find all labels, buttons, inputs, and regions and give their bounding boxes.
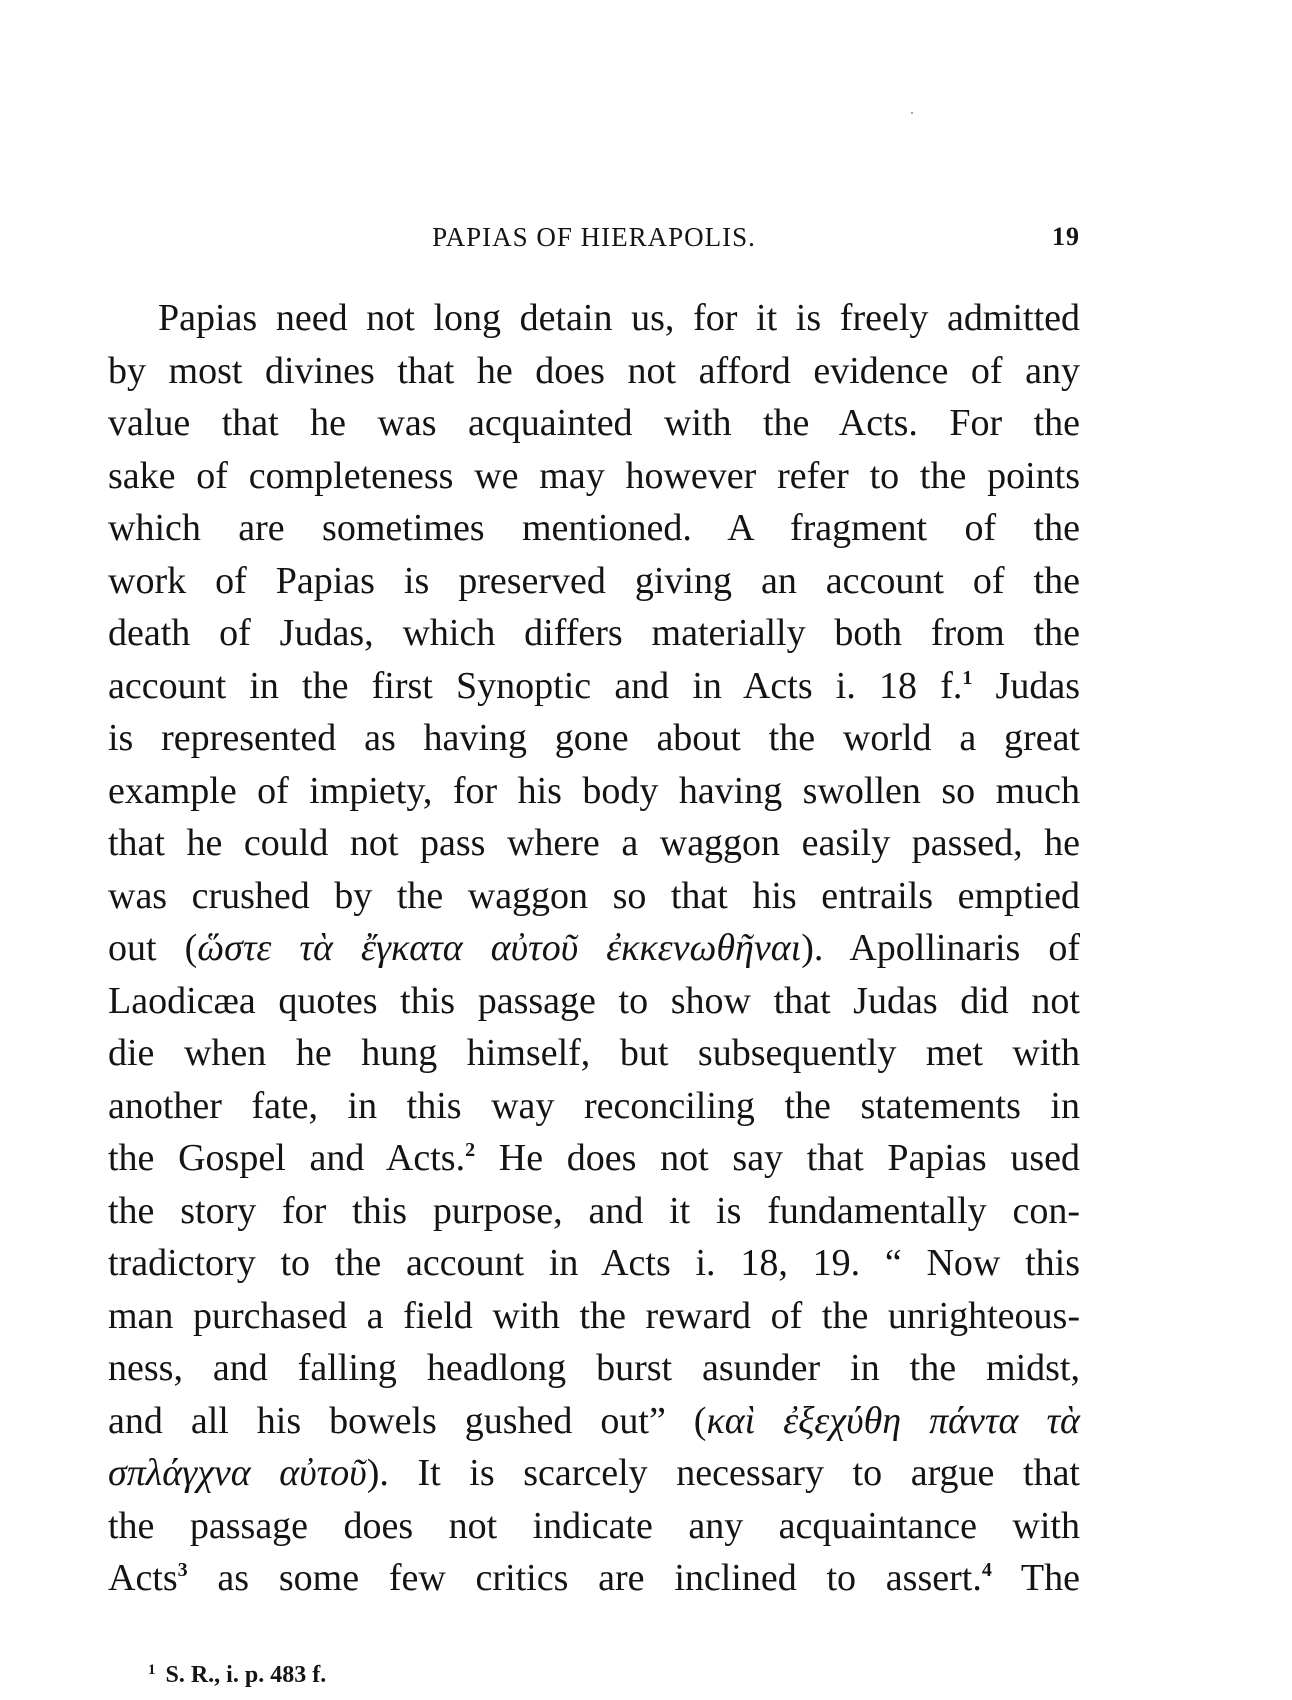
greek-quotation: καὶ ἐξεχύθη πάντα τὰ <box>706 1399 1080 1442</box>
text-line: which are sometimes mentioned. A fragment of the <box>108 507 1080 549</box>
footnote-mark: 3 <box>177 1559 188 1581</box>
footnote-mark: 1 <box>962 666 973 689</box>
greek-quotation: ὥστε τὰ ἔγκατα αὐτοῦ ἐκκενωθῆναι <box>197 927 802 969</box>
text-line: work of Papias is preserved giving an account of the <box>108 559 1080 602</box>
text-line: ness, and falling headlong burst asunder in the midst, <box>108 1347 1080 1389</box>
text-line: death of Judas, which differs materially both from the <box>108 612 1080 654</box>
greek-quotation: σπλάγχνα αὐτοῦ <box>108 1452 367 1494</box>
footnote-mark: 2 <box>465 1139 476 1161</box>
text-line: out (ὥστε τὰ ἔγκατα αὐτοῦ ἐκκενωθῆναι). Apollinaris of <box>108 927 1080 969</box>
text-line: sake of completeness we may however refer to the points <box>108 454 1080 497</box>
text-line: the passage does not indicate any acquaintance with <box>108 1504 1080 1547</box>
paper-speck <box>911 112 913 114</box>
body-text <box>108 292 1080 1605</box>
text-line: the Gospel and Acts.$^2$ He does not say that Papias used <box>108 1137 1080 1179</box>
text-line: tradictory to the account in Acts i. 18, 19. “ Now this <box>108 1242 1080 1284</box>
footnotes <box>148 1648 1048 1697</box>
text-line: by most divines that he does not afford evidence of any <box>108 349 1080 392</box>
text-line: man purchased a field with the reward of the unrighteous- <box>108 1294 1080 1337</box>
text-line: σπλάγχνα αὐτοῦ). It is scarcely necessary to argue that <box>108 1452 1080 1494</box>
text-line: and all his bowels gushed out” (καὶ ἐξεχύθη πάντα τὰ <box>108 1399 1080 1442</box>
text-line: Papias need not long detain us, for it is freely admitted <box>158 297 1080 339</box>
running-head <box>108 222 1080 258</box>
text-line: value that he was acquainted with the Acts. For the <box>108 402 1080 444</box>
footnote-text: S. R., i. p. 483 f. <box>165 1662 327 1688</box>
text-line: the story for this purpose, and it is fundamentally con- <box>108 1189 1080 1232</box>
footnote <box>148 1648 1048 1697</box>
running-title: PAPIAS OF HIERAPOLIS. <box>432 222 756 252</box>
text-line: that he could not pass where a waggon easily passed, he <box>108 822 1080 864</box>
footnote-mark: 4 <box>981 1559 992 1581</box>
text-line: Laodicæa quotes this passage to show that Judas did not <box>108 979 1080 1022</box>
text-line: was crushed by the waggon so that his entrails emptied <box>108 874 1080 917</box>
page-number: 19 <box>1052 222 1080 251</box>
text-line: example of impiety, for his body having swollen so much <box>108 769 1080 812</box>
text-line: Acts$^3$ as some few critics are inclined to assert.$^4$ The <box>108 1557 1080 1599</box>
text-line: account in the first Synoptic and in Acts i. 18 f.$^1$ Judas <box>108 664 1080 707</box>
text-line: another fate, in this way reconciling the statements in <box>108 1084 1080 1127</box>
text-line: die when he hung himself, but subsequently met with <box>108 1032 1080 1074</box>
text-line: is represented as having gone about the world a great <box>108 717 1080 759</box>
footnote-number: 1 <box>148 1662 156 1678</box>
